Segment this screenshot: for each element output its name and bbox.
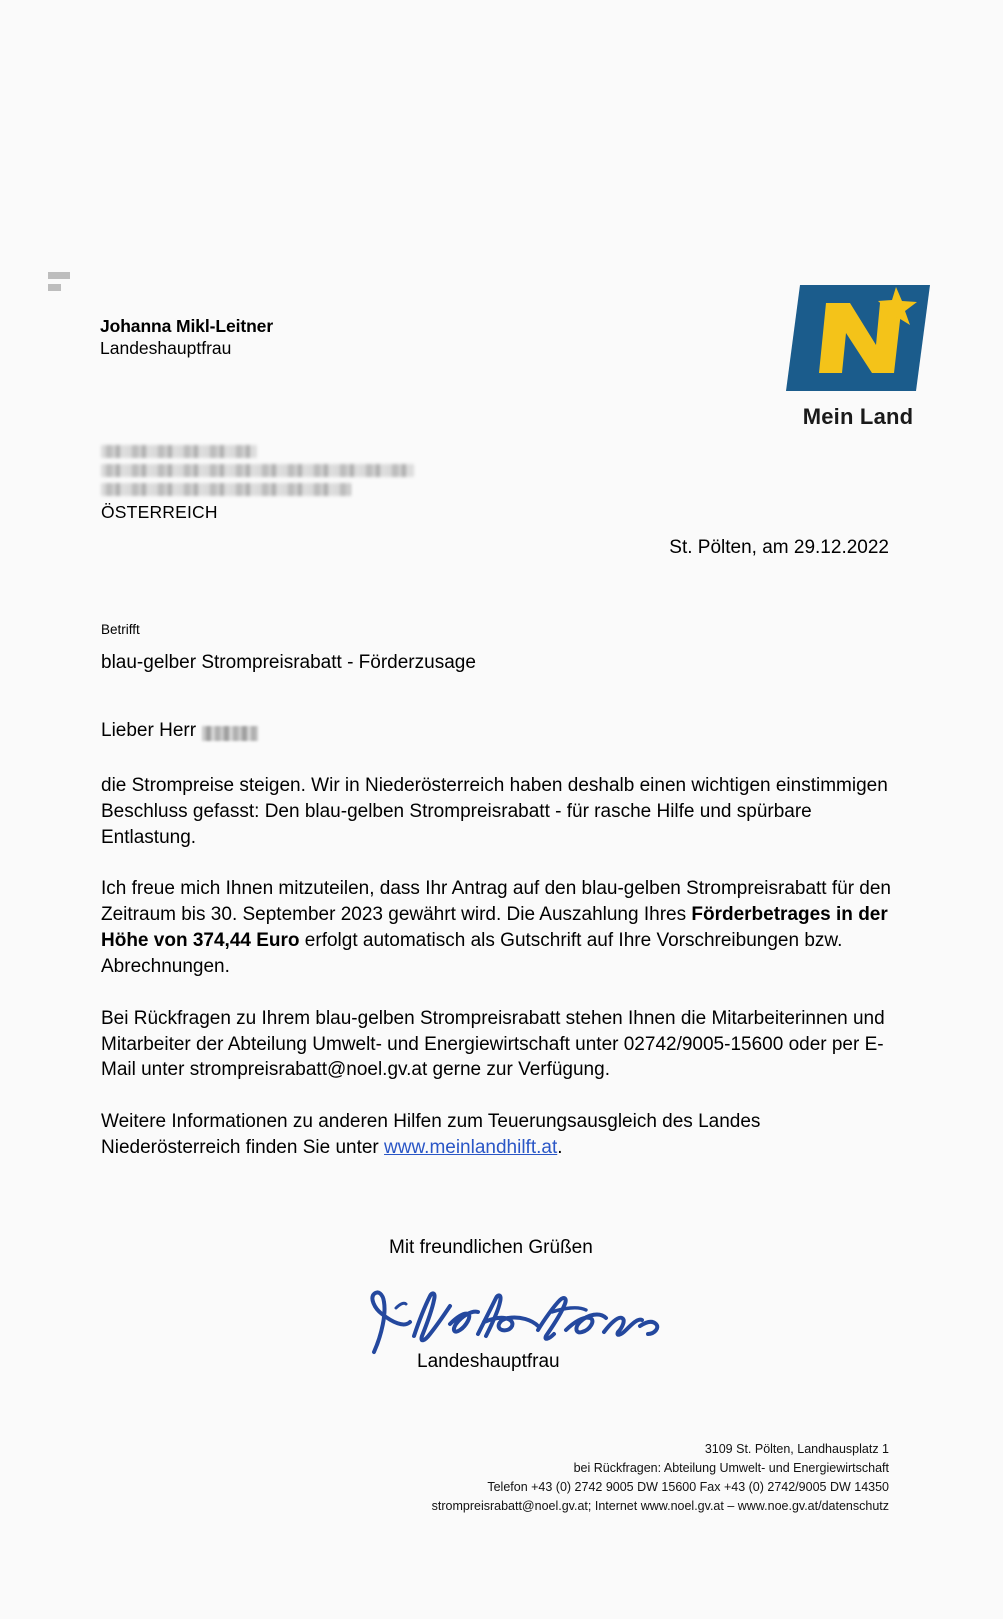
paragraph-2-text-after: erfolgt automatisch als Gutschrift auf Ihre Vorschreibungen bzw. Abrechnungen. xyxy=(101,930,843,977)
sender-block xyxy=(100,315,273,360)
body-paragraph-1: die Strompreise steigen. Wir in Niederösterreich haben deshalb einen wichtigen einstimmigen Beschluss gefasst: Den blau-gelben Strompreisrabatt - für rasche Hilfe und spürbare Entlastung. xyxy=(101,775,888,848)
sender-role: Landeshauptfrau xyxy=(100,338,232,359)
redacted-address-line xyxy=(101,464,414,477)
footer-line-email-web: strompreisrabatt@noel.gv.at; Internet www.noel.gv.at – www.noe.gv.at/datenschutz xyxy=(431,1499,889,1513)
sender-name: Johanna Mikl-Leitner xyxy=(100,316,274,336)
meinlandhilft-link[interactable]: www.meinlandhilft.at xyxy=(384,1137,558,1159)
dateline: St. Pölten, am 29.12.2022 xyxy=(669,537,889,558)
closing-greeting: Mit freundlichen Grüßen xyxy=(389,1237,593,1258)
grant-amount-highlight: Förderbetrages in der Höhe von 374,44 Euro xyxy=(101,904,888,952)
recipient-address-block xyxy=(101,445,414,523)
scan-artifact-mark xyxy=(48,284,61,291)
recipient-country: ÖSTERREICH xyxy=(101,502,218,522)
salutation xyxy=(101,720,258,742)
subject-label: Betrifft xyxy=(101,622,140,637)
signature-role: Landeshauptfrau xyxy=(417,1351,560,1372)
footer-line-phone: Telefon +43 (0) 2742 9005 DW 15600 Fax +43 (0) 2742/9005 DW 14350 xyxy=(487,1480,889,1494)
paragraph-2-text-before: Ich freue mich Ihnen mitzuteilen, dass Ihr Antrag auf den blau-gelben Strompreisrabatt für den Zeitraum bis 30. September 2023 gewährt wird. Die Auszahlung Ihres xyxy=(101,878,892,926)
body-paragraph-3: Bei Rückfragen zu Ihrem blau-gelben Strompreisrabatt stehen Ihnen die Mitarbeiterinnen und Mitarbeiter der Abteilung Umwelt- und Energiewirtschaft unter 02742/9005-15600 oder per E-Mail unter strompreisrabatt@noel.gv.at gerne zur Verfügung. xyxy=(101,1007,885,1081)
logo-block xyxy=(786,279,930,430)
redacted-address-line xyxy=(101,483,351,496)
subject-text: blau-gelber Strompreisrabatt - Förderzusage xyxy=(101,652,476,673)
letter-footer xyxy=(432,1440,889,1516)
footer-line-department: bei Rückfragen: Abteilung Umwelt- und Energiewirtschaft xyxy=(573,1461,889,1475)
paragraph-4-text-after: . xyxy=(557,1137,563,1159)
body-paragraph-2 xyxy=(101,876,891,979)
body-paragraph-4 xyxy=(101,1109,891,1161)
paragraph-4-text-before: Weitere Informationen zu anderen Hilfen zum Teuerungsausgleich des Landes Niederösterreich finden Sie unter xyxy=(101,1111,761,1159)
redacted-address-line xyxy=(101,445,257,458)
footer-line-address: 3109 St. Pölten, Landhausplatz 1 xyxy=(704,1442,889,1456)
salutation-prefix: Lieber Herr xyxy=(101,720,197,741)
redacted-recipient-name xyxy=(202,726,258,741)
scan-artifact-mark xyxy=(48,272,70,279)
logo-caption: Mein Land xyxy=(802,404,914,429)
letter-body xyxy=(101,773,891,1161)
niederoesterreich-n-logo-icon xyxy=(786,279,930,397)
